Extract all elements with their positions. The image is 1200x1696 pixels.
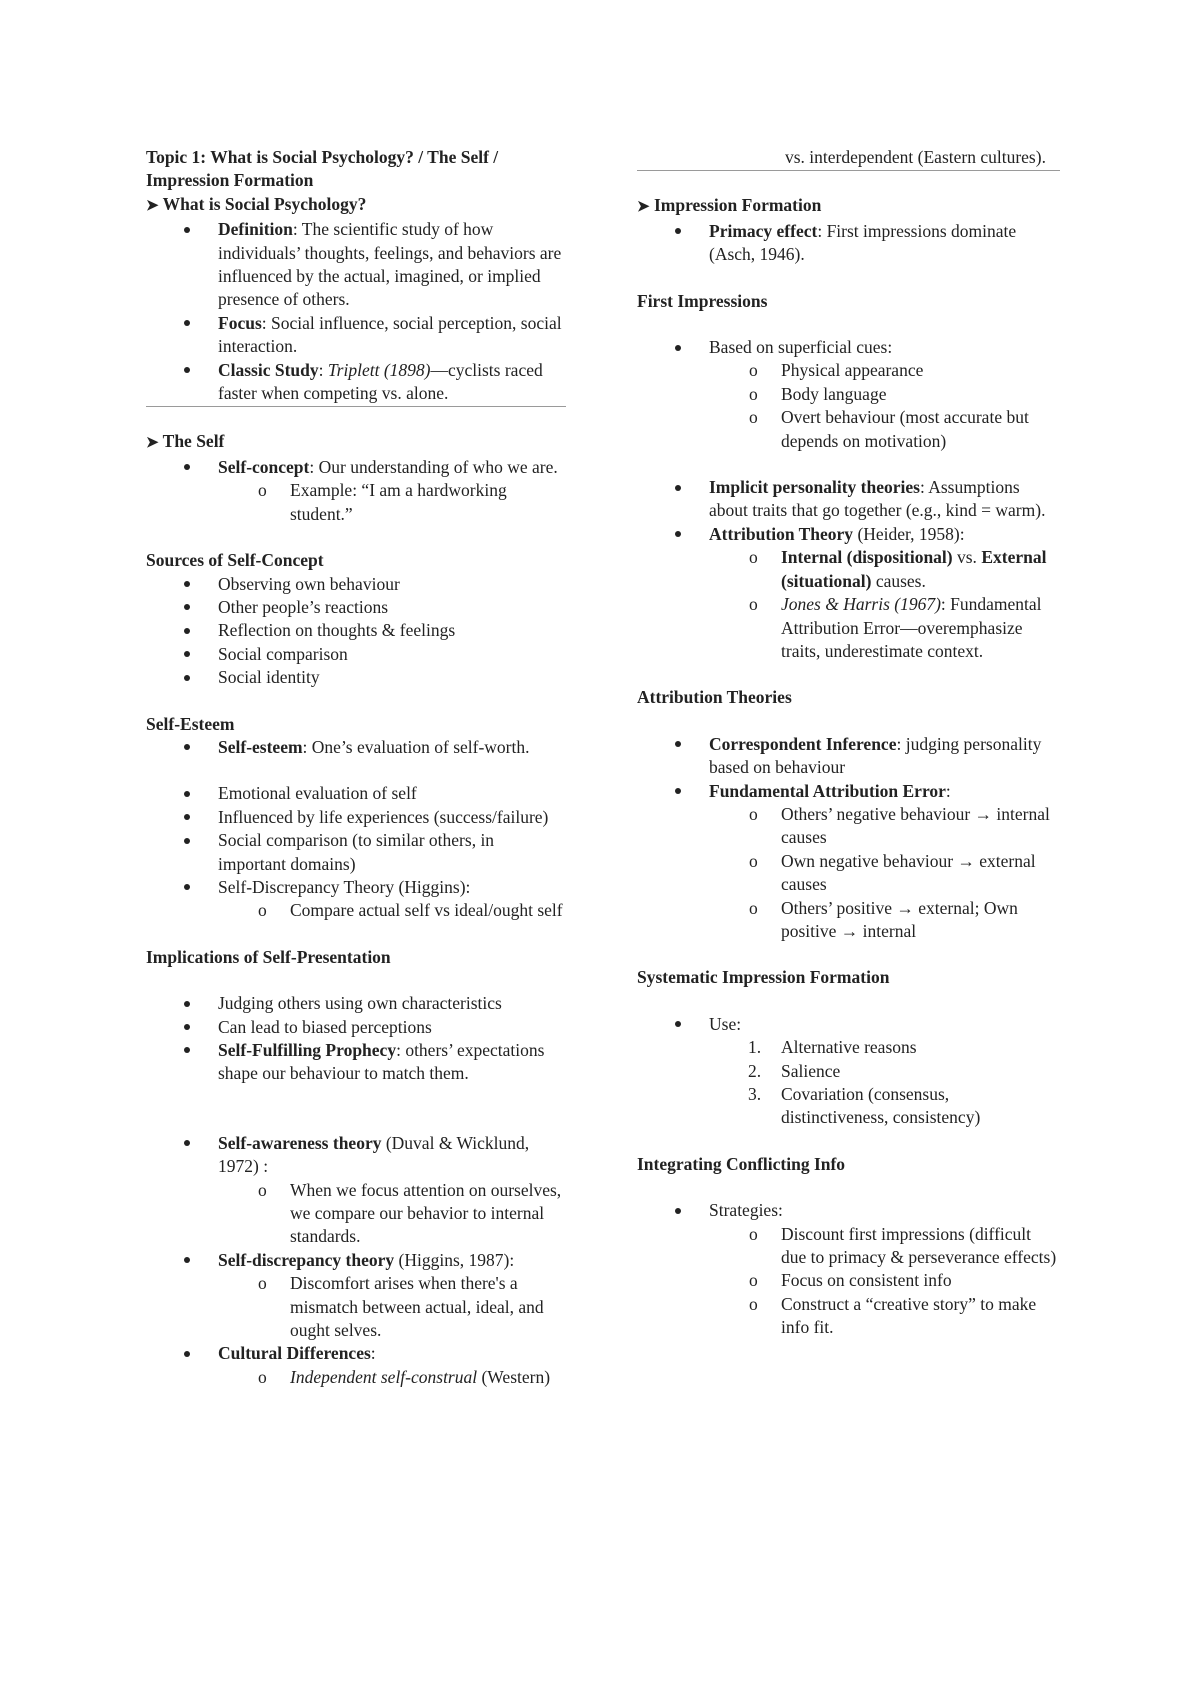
sub-list-item: o Others’ positive → external; Own positive → internal <box>749 897 1018 941</box>
list-item: Self-esteem: One’s evaluation of self-worth. <box>146 736 566 759</box>
list-item: Focus: Social influence, social perception, social interaction. <box>146 312 566 359</box>
bullet-icon <box>184 736 190 759</box>
list-item: Definition: The scientific study of how individuals’ thoughts, feelings, and behaviors are influenced by the actual, imagined, or implied presence of others. <box>146 218 566 312</box>
sub-list-item: o Example: “I am a hardworking student.” <box>258 480 507 524</box>
list-item: Primacy effect: First impressions dominate (Asch, 1946). <box>637 220 1060 267</box>
right-column <box>637 146 1060 1340</box>
section-heading-implications: Implications of Self-Presentation <box>146 946 391 967</box>
bullet-icon <box>184 782 190 805</box>
sub-list-item: o Compare actual self vs ideal/ought self <box>146 899 566 922</box>
bullet-icon <box>675 1013 681 1036</box>
bullet-icon <box>675 1199 681 1222</box>
sub-list-item: o Internal (dispositional) vs. External (situational) causes. <box>749 547 1047 591</box>
sub-list-item: o When we focus attention on ourselves, we compare our behavior to internal standards. <box>258 1179 562 1247</box>
sub-bullet-icon: o <box>258 1366 267 1387</box>
list-item: Self-Fulfilling Prophecy: others’ expectations shape our behaviour to match them. <box>146 1039 566 1086</box>
sub-bullet-icon: o <box>749 594 758 615</box>
list-item: Fundamental Attribution Error: <box>637 780 1060 803</box>
list-item: Can lead to biased perceptions <box>146 1016 566 1039</box>
sub-bullet-icon: o <box>258 900 267 921</box>
numbered-item: 1. Alternative reasons <box>637 1036 1060 1059</box>
topic-title: Topic 1: What is Social Psychology? / The Self / Impression Formation <box>146 147 499 191</box>
sub-bullet-icon: o <box>258 480 267 501</box>
list-item: Social comparison <box>146 643 566 666</box>
list-item: Classic Study: Triplett (1898)—cyclists raced faster when competing vs. alone. <box>146 359 566 406</box>
list-item: Attribution Theory (Heider, 1958): <box>637 523 1060 546</box>
bullet-icon <box>184 312 190 335</box>
sub-list-item: o Own negative behaviour → external causes <box>749 850 1036 895</box>
bullet-icon <box>184 876 190 899</box>
sub-list-item: o Independent self-construal (Western) <box>146 1366 566 1389</box>
list-item: Self-discrepancy theory (Higgins, 1987): <box>146 1249 566 1272</box>
bullet-icon <box>675 220 681 243</box>
arrow-bullet-icon: ➤ <box>637 199 650 216</box>
section-heading-sources: Sources of Self-Concept <box>146 550 324 571</box>
sub-list-item: o Physical appearance <box>637 359 1060 382</box>
bullet-icon <box>184 596 190 619</box>
sub-list-item: o Construct a “creative story” to make info fit. <box>749 1293 1037 1338</box>
sub-list-item: o Focus on consistent info <box>637 1269 1060 1292</box>
bullet-icon <box>184 359 190 382</box>
bullet-icon <box>675 476 681 499</box>
sub-bullet-icon: o <box>749 547 758 568</box>
sub-bullet-icon: o <box>749 1270 758 1291</box>
sub-bullet-icon: o <box>749 1223 758 1244</box>
section-heading-the-self: ➤ The Self <box>146 431 225 452</box>
list-item: Self-concept: Our understanding of who we are. <box>146 456 566 479</box>
list-number: 2. <box>748 1060 762 1081</box>
list-item: Social identity <box>146 666 566 689</box>
section-heading-systematic: Systematic Impression Formation <box>637 967 890 988</box>
continued-text: vs. interdependent (Eastern cultures). <box>785 147 1046 167</box>
arrow-bullet-icon: ➤ <box>146 197 159 214</box>
section-heading-what-is: ➤ What is Social Psychology? <box>146 193 367 214</box>
bullet-icon <box>184 1039 190 1062</box>
sub-bullet-icon: o <box>749 1293 758 1314</box>
bullet-icon <box>184 992 190 1015</box>
sub-bullet-icon: o <box>749 407 758 428</box>
numbered-item: 2. Salience <box>637 1060 1060 1083</box>
section-heading-integrating: Integrating Conflicting Info <box>637 1153 846 1174</box>
sub-list-item: o Discomfort arises when there's a mismatch between actual, ideal, and ought selves. <box>258 1273 544 1341</box>
sub-bullet-icon: o <box>749 383 758 404</box>
sub-bullet-icon: o <box>749 897 758 918</box>
list-item: Based on superficial cues: <box>637 336 1060 359</box>
bullet-icon <box>675 733 681 756</box>
list-item: Cultural Differences: <box>146 1342 566 1365</box>
sub-list-item: o Overt behaviour (most accurate but depends on motivation) <box>749 407 1029 451</box>
list-item: Emotional evaluation of self <box>146 782 566 805</box>
bullet-icon <box>184 1342 190 1365</box>
bullet-icon <box>184 218 190 241</box>
list-item: Strategies: <box>637 1199 1060 1222</box>
list-item: Influenced by life experiences (success/failure) <box>146 806 566 829</box>
section-heading-attribution: Attribution Theories <box>637 687 792 708</box>
sub-list-item: o Discount first impressions (difficult due to primacy & perseverance effects) <box>749 1223 1057 1268</box>
sub-list-item: o Others’ negative behaviour → internal causes <box>749 803 1050 848</box>
bullet-icon <box>184 573 190 596</box>
bullet-icon <box>184 1016 190 1039</box>
left-column <box>146 146 566 1389</box>
bullet-icon <box>184 666 190 689</box>
list-item: Use: <box>637 1013 1060 1036</box>
list-item: Social comparison (to similar others, in important domains) <box>146 829 566 876</box>
arrow-bullet-icon: ➤ <box>146 435 159 452</box>
sub-bullet-icon: o <box>749 360 758 381</box>
bullet-icon <box>184 806 190 829</box>
sub-bullet-icon: o <box>258 1273 267 1294</box>
bullet-icon <box>184 619 190 642</box>
section-heading-first-impressions: First Impressions <box>637 290 768 311</box>
list-number: 3. <box>748 1084 762 1104</box>
list-item: Correspondent Inference: judging personality based on behaviour <box>637 733 1060 780</box>
bullet-icon <box>675 523 681 546</box>
sub-list-item: o Body language <box>637 383 1060 406</box>
bullet-icon <box>675 780 681 803</box>
section-heading-self-esteem: Self-Esteem <box>146 713 235 734</box>
bullet-icon <box>184 1249 190 1272</box>
section-heading-impression: ➤ Impression Formation <box>637 195 822 216</box>
list-item: Implicit personality theories: Assumptions about traits that go together (e.g., kind = warm). <box>637 476 1060 523</box>
list-item: Reflection on thoughts & feelings <box>146 619 566 642</box>
bullet-icon <box>675 336 681 359</box>
sub-bullet-icon: o <box>749 803 758 824</box>
bullet-icon <box>184 643 190 666</box>
list-number: 1. <box>748 1037 762 1058</box>
list-item: Self-awareness theory (Duval & Wicklund, 1972) : <box>146 1132 566 1179</box>
list-item: Self-Discrepancy Theory (Higgins): <box>146 876 566 899</box>
bullet-icon <box>184 1132 190 1155</box>
list-item: Observing own behaviour <box>146 573 566 596</box>
bullet-icon <box>184 456 190 479</box>
list-item: Other people’s reactions <box>146 596 566 619</box>
sub-list-item: o Jones & Harris (1967): Fundamental Attribution Error—overemphasize traits, underestimate context. <box>749 594 1042 661</box>
numbered-item: 3. Covariation (consensus, distinctiveness, consistency) <box>748 1084 981 1128</box>
sub-bullet-icon: o <box>258 1179 267 1200</box>
list-item: Judging others using own characteristics <box>146 992 566 1015</box>
sub-bullet-icon: o <box>749 850 758 871</box>
bullet-icon <box>184 829 190 852</box>
